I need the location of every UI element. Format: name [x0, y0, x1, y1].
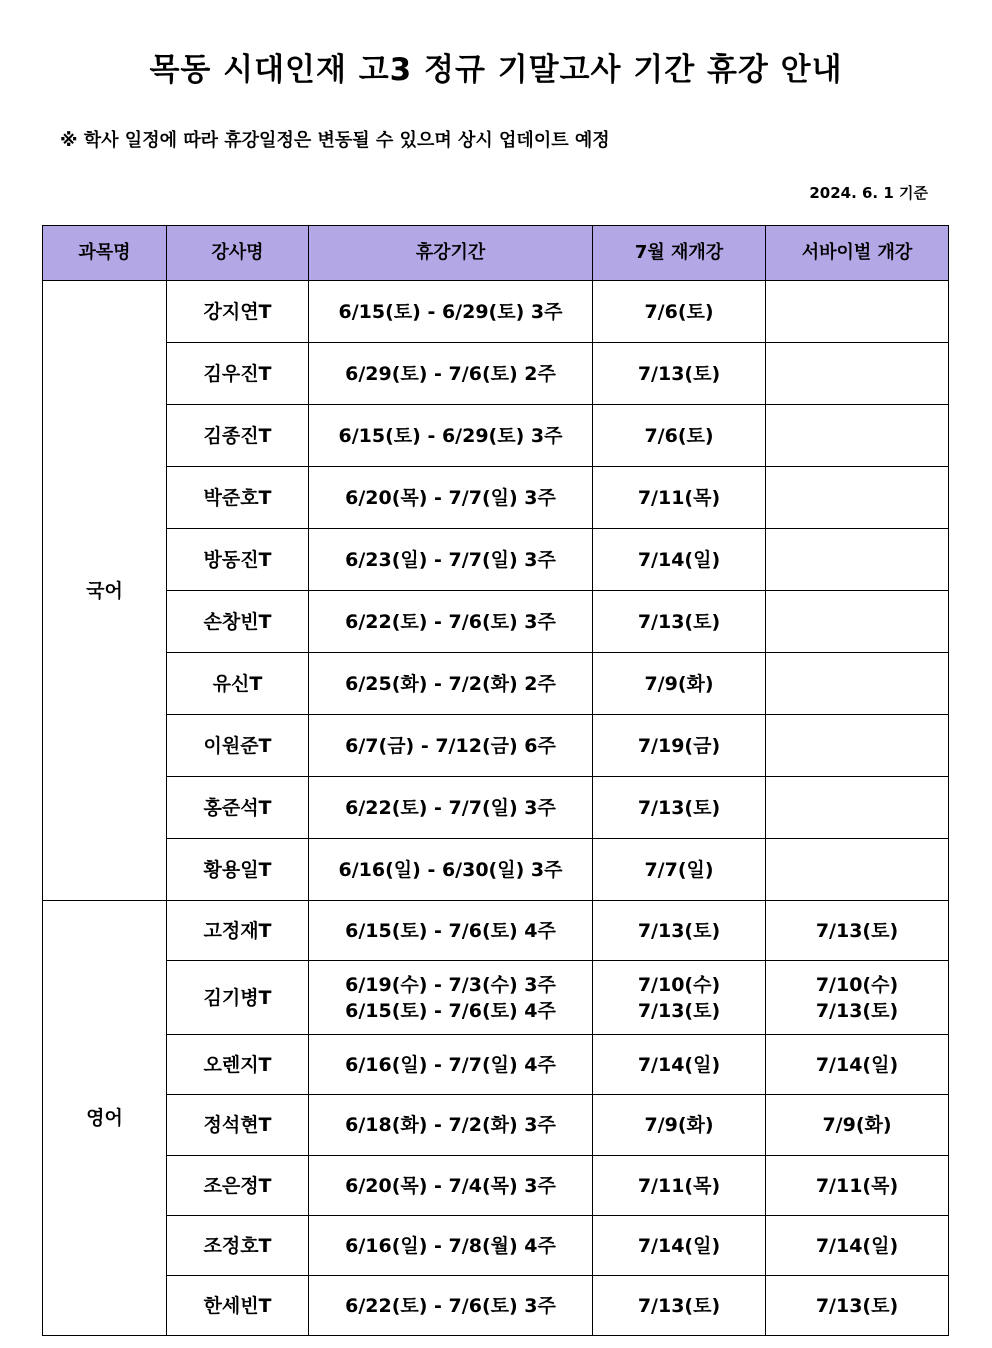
- reopen-cell-text: 7/14(일): [637, 1234, 721, 1257]
- period-cell-text: 6/18(화) - 7/2(화) 3주: [345, 1114, 556, 1136]
- reopen-cell-text: 7/9(화): [644, 1114, 714, 1136]
- column-header-instructor: 강사명: [167, 226, 309, 281]
- period-cell: [309, 1216, 593, 1276]
- reopen-cell: [593, 281, 766, 343]
- reopen-cell-text: 7/6(토): [644, 300, 714, 323]
- period-cell: [309, 281, 593, 343]
- table-row: [43, 839, 949, 901]
- table-row: [43, 1216, 949, 1276]
- instructor-cell: 유신T: [167, 653, 309, 715]
- table-row: [43, 529, 949, 591]
- table-row: [43, 467, 949, 529]
- period-cell: [309, 901, 593, 961]
- survival-cell: [766, 653, 949, 715]
- reopen-cell: [593, 901, 766, 961]
- table-row: [43, 343, 949, 405]
- survival-cell: [766, 281, 949, 343]
- survival-cell: [766, 777, 949, 839]
- period-cell-text: 6/23(일) - 7/7(일) 3주: [345, 548, 556, 571]
- instructor-cell: 한세빈T: [167, 1276, 309, 1336]
- instructor-cell: 조정호T: [167, 1216, 309, 1276]
- period-cell: [309, 405, 593, 467]
- period-cell: [309, 961, 593, 1035]
- period-cell-text: 6/20(목) - 7/7(일) 3주: [345, 486, 556, 509]
- period-cell: [309, 591, 593, 653]
- survival-cell: [766, 1276, 949, 1336]
- reopen-cell-text: 7/11(목): [637, 486, 721, 509]
- reopen-cell: [593, 1095, 766, 1156]
- reopen-cell: [593, 777, 766, 839]
- table-header-row: [43, 226, 949, 281]
- instructor-cell: 김종진T: [167, 405, 309, 467]
- subject-cell: 국어: [43, 281, 167, 901]
- reopen-cell: [593, 343, 766, 405]
- reopen-cell-text: 7/7(일): [644, 858, 714, 881]
- period-cell-text: 6/16(일) - 7/7(일) 4주: [345, 1053, 556, 1076]
- reopen-cell: [593, 591, 766, 653]
- reopen-cell: [593, 1156, 766, 1216]
- reopen-cell: [593, 529, 766, 591]
- notice-text: ※ 학사 일정에 따라 휴강일정은 변동될 수 있으며 상시 업데이트 예정: [60, 130, 610, 151]
- table-row: [43, 961, 949, 1035]
- period-cell: [309, 1276, 593, 1336]
- page-title: 목동 시대인재 고3 정규 기말고사 기간 휴강 안내: [149, 52, 843, 88]
- period-cell: [309, 467, 593, 529]
- subject-cell: 영어: [43, 901, 167, 1336]
- survival-cell: [766, 839, 949, 901]
- survival-cell: [766, 715, 949, 777]
- table-body: [43, 281, 949, 1336]
- survival-cell-text: 7/13(토): [815, 919, 899, 942]
- instructor-cell: 이원준T: [167, 715, 309, 777]
- period-cell-text: 6/16(일) - 7/8(월) 4주: [345, 1234, 556, 1257]
- table-row: [43, 777, 949, 839]
- period-cell-text: 6/20(목) - 7/4(목) 3주: [345, 1174, 556, 1197]
- period-cell-text: 6/22(토) - 7/7(일) 3주: [345, 796, 556, 819]
- table-row: [43, 591, 949, 653]
- table-row: [43, 715, 949, 777]
- period-cell: [309, 777, 593, 839]
- survival-cell: [766, 1035, 949, 1095]
- instructor-cell: 오렌지T: [167, 1035, 309, 1095]
- instructor-cell: 김기병T: [167, 961, 309, 1035]
- reopen-cell-text: 7/13(토): [637, 1294, 721, 1317]
- column-header-subject: 과목명: [43, 226, 167, 281]
- reopen-cell: [593, 1276, 766, 1336]
- period-cell-text: 6/16(일) - 6/30(일) 3주: [338, 858, 563, 881]
- survival-cell-text: 7/13(토): [815, 999, 899, 1022]
- period-cell-text: 6/29(토) - 7/6(토) 2주: [345, 362, 556, 385]
- survival-cell: [766, 961, 949, 1035]
- survival-cell-text: 7/11(목): [815, 1174, 899, 1197]
- table-row: [43, 653, 949, 715]
- period-cell-text: 6/15(토) - 7/6(토) 4주: [345, 999, 556, 1022]
- reopen-cell-text: 7/13(토): [637, 796, 721, 819]
- table-row: [43, 1035, 949, 1095]
- reopen-cell: [593, 961, 766, 1035]
- reopen-cell: [593, 1216, 766, 1276]
- survival-cell-text: 7/9(화): [822, 1114, 892, 1136]
- survival-cell: [766, 343, 949, 405]
- reopen-cell: [593, 467, 766, 529]
- reopen-cell: [593, 653, 766, 715]
- reopen-cell: [593, 839, 766, 901]
- reopen-cell: [593, 1035, 766, 1095]
- schedule-table: [42, 225, 949, 1336]
- period-cell: [309, 1156, 593, 1216]
- period-cell: [309, 715, 593, 777]
- survival-cell: [766, 901, 949, 961]
- reopen-cell-text: 7/14(일): [637, 1053, 721, 1076]
- column-header-reopen: 7월 재개강: [593, 226, 766, 281]
- as-of-date: 2024. 6. 1 기준: [809, 184, 928, 202]
- period-cell-text: 6/19(수) - 7/3(수) 3주: [345, 973, 556, 996]
- reopen-cell-text: 7/14(일): [637, 548, 721, 571]
- survival-cell-text: 7/14(일): [815, 1234, 899, 1257]
- instructor-cell: 박준호T: [167, 467, 309, 529]
- instructor-cell: 조은정T: [167, 1156, 309, 1216]
- instructor-cell: 방동진T: [167, 529, 309, 591]
- table-row: [43, 901, 949, 961]
- survival-cell: [766, 467, 949, 529]
- column-header-period: 휴강기간: [309, 226, 593, 281]
- table-row: [43, 405, 949, 467]
- reopen-cell-text: 7/13(토): [637, 362, 721, 385]
- table-row: [43, 1276, 949, 1336]
- period-cell: [309, 839, 593, 901]
- table-row: [43, 1156, 949, 1216]
- survival-cell: [766, 1095, 949, 1156]
- instructor-cell: 고정재T: [167, 901, 309, 961]
- period-cell-text: 6/22(토) - 7/6(토) 3주: [345, 610, 556, 633]
- survival-cell-text: 7/13(토): [815, 1294, 899, 1317]
- reopen-cell-text: 7/13(토): [637, 610, 721, 633]
- instructor-cell: 홍준석T: [167, 777, 309, 839]
- reopen-cell: [593, 405, 766, 467]
- period-cell: [309, 1095, 593, 1156]
- instructor-cell: 정석현T: [167, 1095, 309, 1156]
- reopen-cell-text: 7/19(금): [637, 734, 721, 757]
- survival-cell: [766, 405, 949, 467]
- instructor-cell: 황용일T: [167, 839, 309, 901]
- period-cell-text: 6/7(금) - 7/12(금) 6주: [345, 734, 556, 757]
- period-cell: [309, 529, 593, 591]
- reopen-cell-text: 7/13(토): [637, 919, 721, 942]
- reopen-cell-text: 7/6(토): [644, 424, 714, 447]
- table-row: [43, 281, 949, 343]
- column-header-survival: 서바이벌 개강: [766, 226, 949, 281]
- instructor-cell: 강지연T: [167, 281, 309, 343]
- survival-cell: [766, 529, 949, 591]
- reopen-cell-text: 7/11(목): [637, 1174, 721, 1197]
- instructor-cell: 김우진T: [167, 343, 309, 405]
- reopen-cell-text: 7/13(토): [637, 999, 721, 1022]
- period-cell-text: 6/15(토) - 6/29(토) 3주: [338, 424, 563, 447]
- survival-cell-text: 7/14(일): [815, 1053, 899, 1076]
- instructor-cell: 손창빈T: [167, 591, 309, 653]
- period-cell: [309, 343, 593, 405]
- period-cell-text: 6/25(화) - 7/2(화) 2주: [345, 672, 556, 695]
- table-row: [43, 1095, 949, 1156]
- reopen-cell-text: 7/9(화): [644, 672, 714, 695]
- survival-cell: [766, 1156, 949, 1216]
- reopen-cell-text: 7/10(수): [637, 973, 721, 996]
- period-cell-text: 6/15(토) - 7/6(토) 4주: [345, 919, 556, 942]
- period-cell: [309, 1035, 593, 1095]
- period-cell: [309, 653, 593, 715]
- period-cell-text: 6/22(토) - 7/6(토) 3주: [345, 1294, 556, 1317]
- reopen-cell: [593, 715, 766, 777]
- survival-cell-text: 7/10(수): [815, 973, 899, 996]
- period-cell-text: 6/15(토) - 6/29(토) 3주: [338, 300, 563, 323]
- survival-cell: [766, 1216, 949, 1276]
- survival-cell: [766, 591, 949, 653]
